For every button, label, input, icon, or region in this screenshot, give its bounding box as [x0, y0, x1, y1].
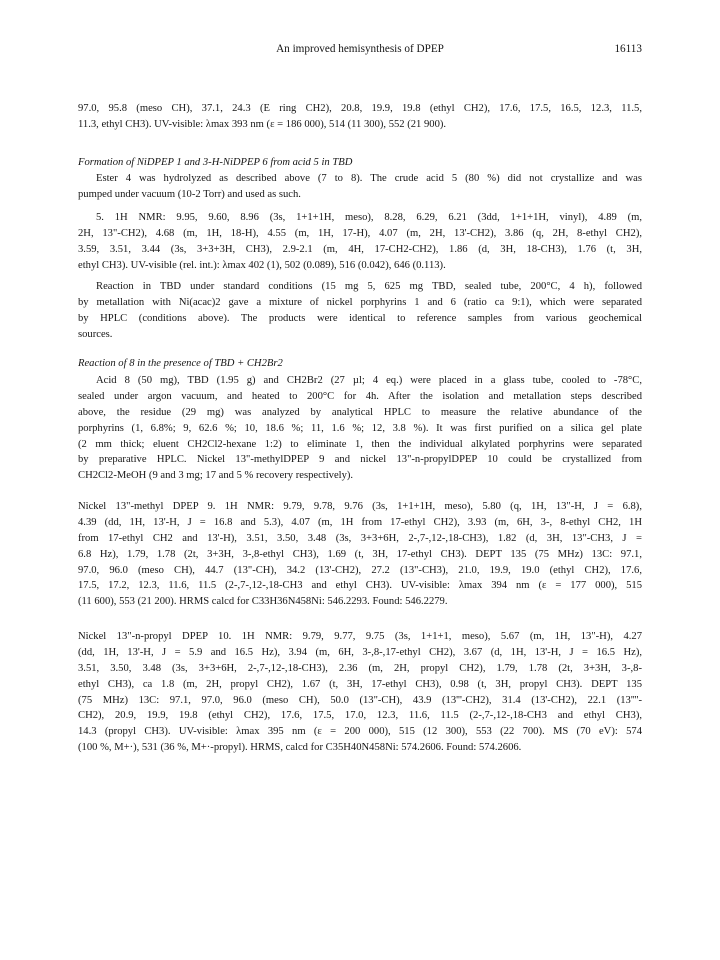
text-line: by metallation with Ni(acac)2 gave a mixture of nickel porphyrins 1 and 6 (ratio ca 9:1), which were separated — [78, 296, 642, 308]
text-line: (100 %, M+·), 531 (36 %, M+·-propyl). HRMS, calcd for C35H40N458Ni: 574.2606. Found: 574.2606. — [78, 742, 522, 754]
text-line: 6.8 Hz), 1.79, 1.78 (2t, 3+3H, 3-,8-ethyl CH3), 1.69 (t, 3H, 17-ethyl CH3). DEPT 135 (75 MHz) 13C: 97.1, — [78, 548, 642, 560]
text-line: Ester 4 was hydrolyzed as described above (7 to 8). The crude acid 5 (80 %) did not crystallize and was — [96, 173, 642, 184]
text-line: sources. — [78, 328, 113, 340]
text-line: 14.3 (propyl CH3). UV-visible: λmax 395 nm (ε = 200 000), 515 (12 300), 553 (22 700). MS (70 eV): 574 — [78, 726, 642, 738]
text-line: (2 mm thick; eluent CH2Cl2-hexane 1:2) to eliminate 1, then the individual alkylated porphyrins were separated — [78, 438, 642, 450]
text-line: ethyl CH3). UV-visible (rel. int.): λmax 402 (1), 502 (0.089), 516 (0.042), 646 (0.113). — [78, 259, 446, 271]
text-line: 3.59, 3.51, 3.44 (3s, 3+3+3H, CH3), 2.9-2.1 (m, 4H, 17-CH2-CH2), 1.86 (d, 3H, 18-CH3), 1.76 (t, 3H, — [78, 243, 642, 255]
text-line: 11.3, ethyl CH3). UV-visible: λmax 393 nm (ε = 186 000), 514 (11 300), 552 (21 900). — [78, 118, 447, 130]
text-line: 5. 1H NMR: 9.95, 9.60, 8.96 (3s, 1+1+1H, meso), 8.28, 6.29, 6.21 (3dd, 1+1+1H, vinyl), 4.89 (m, — [96, 212, 642, 223]
text-line: 3.51, 3.50, 3.48 (3s, 3+3+6H, 2-,7-,12-,18-CH3), 2.36 (m, 2H, propyl CH2), 1.79, 1.78 (2t, 3+3H, 3-,8- — [78, 662, 642, 674]
text-line: sealed under argon vacuum, and heated to 200°C for 4h. After the isolation and metallation steps described — [78, 390, 642, 402]
text-line: above, the residue (29 mg) was analyzed by analytical HPLC to measure the relative abundance of the — [78, 406, 642, 418]
reaction-8-paragraph — [78, 373, 642, 484]
section-heading-reaction-8 — [78, 356, 642, 372]
text-line: pumped under vacuum (10-2 Torr) and used as such. — [78, 188, 301, 200]
text-line: porphyrins (1, 6.8%; 9, 62.6 %; 10, 18.6 %; 11, 1.6 %; 12, 3.8 %). It was first purified on a silica gel plate — [78, 422, 642, 434]
text-line: by HPLC (conditions above). The products were identical to reference samples from various geochemical — [78, 312, 642, 324]
acid-5-nmr-paragraph — [78, 210, 642, 274]
text-line: CH2Cl2-MeOH (9 and 3 mg; 17 and 5 % recovery respectively). — [78, 470, 354, 482]
running-title: An improved hemisynthesis of DPEP — [276, 43, 444, 55]
hydrolysis-paragraph — [78, 171, 642, 203]
page-number: 16113 — [614, 43, 642, 55]
text-line: 17.5, 17.2, 12.3, 11.6, 11.5 (2-,7-,12-,18-CH3 and ethyl CH3). UV-visible: λmax 394 nm (ε = 177 000), 515 — [78, 580, 642, 592]
text-line: 2H, 13"-CH2), 4.68 (m, 1H, 18-H), 4.55 (m, 1H, 17-H), 4.07 (m, 2H, 13'-CH2), 3.86 (q, 2H, 8-ethyl CH2), — [78, 227, 642, 239]
nickel-methyl-dpep-paragraph — [78, 499, 642, 610]
text-line: (11 600), 553 (21 200). HRMS calcd for C33H36N458Ni: 546.2293. Found: 546.2279. — [78, 596, 448, 608]
text-line: (dd, 1H, 13'-H, J = 5.9 and 16.5 Hz), 3.94 (m, 6H, 3-,8-,17-ethyl CH2), 3.67 (d, 1H, 13'-H, J = 16.5 Hz), — [78, 646, 642, 658]
text-line: 4.39 (dd, 1H, 13'-H, J = 16.8 and 5.3), 4.07 (m, 1H from 17-ethyl CH2), 3.93 (m, 6H, 3-, 8-ethyl CH2, 1H — [78, 516, 642, 528]
text-line: 97.0, 95.8 (meso CH), 37.1, 24.3 (E ring CH2), 20.8, 19.9, 19.8 (ethyl CH2), 17.6, 17.5, 16.5, 12.3, 11.5, — [78, 103, 642, 114]
text-line: 97.0, 96.0 (meso CH), 44.7 (13"-CH), 34.2 (13'-CH2), 27.2 (13"-CH3), 21.0, 19.9, 19.0 (ethyl CH2), 17.6, — [78, 564, 642, 576]
tbd-reaction-paragraph — [78, 279, 642, 343]
nickel-propyl-dpep-paragraph — [78, 629, 642, 756]
text-line: Reaction in TBD under standard conditions (15 mg 5, 625 mg TBD, sealed tube, 200°C, 4 h), followed — [96, 281, 642, 292]
text-line: Nickel 13"-methyl DPEP 9. 1H NMR: 9.79, 9.78, 9.76 (3s, 1+1+1H, meso), 5.80 (q, 1H, 13"-H, J = 6.8), — [78, 501, 642, 512]
text-line: CH2), 20.9, 19.9, 19.8 (ethyl CH2), 17.6, 17.5, 17.0, 12.3, 11.6, 11.5 (2-,7-,12-,18-CH3 and ethyl CH3), — [78, 710, 642, 722]
text-line: Acid 8 (50 mg), TBD (1.95 g) and CH2Br2 (27 µl; 4 eq.) were placed in a glass tube, cooled to -78°C, — [96, 375, 642, 386]
text-line: (75 MHz) 13C: 97.1, 97.0, 96.0 (meso CH), 50.0 (13"-CH), 43.9 (13'''-CH2), 31.4 (13'-CH2), 22.1 (13''''- — [78, 694, 642, 706]
text-line: Nickel 13"-n-propyl DPEP 10. 1H NMR: 9.79, 9.77, 9.75 (3s, 1+1+1, meso), 5.67 (m, 1H, 13"-H), 4.27 — [78, 631, 642, 642]
section-heading-text: Formation of NiDPEP 1 and 3-H-NiDPEP 6 from acid 5 in TBD — [78, 157, 353, 168]
text-line: by preparative HPLC. Nickel 13"-methylDPEP 9 and nickel 13"-n-propylDPEP 10 could be crystallized from — [78, 454, 642, 466]
text-line: ethyl CH3), ca 1.8 (m, 2H, propyl CH2), 1.67 (t, 3H, 17-ethyl CH3), 0.98 (t, 3H, propyl CH3). DEPT 135 — [78, 678, 642, 690]
section-heading-nidpep — [78, 155, 642, 171]
nmr-data-continuation — [78, 101, 642, 133]
running-header — [0, 43, 720, 59]
section-heading-text: Reaction of 8 in the presence of TBD + CH2Br2 — [78, 358, 283, 369]
text-line: from 17-ethyl CH2 and 13'-H), 3.51, 3.50, 3.48 (3s, 3+3+6H, 2-,7-,12-,18-CH3), 1.82 (d, 3H, 13"-CH3, J = — [78, 532, 642, 544]
